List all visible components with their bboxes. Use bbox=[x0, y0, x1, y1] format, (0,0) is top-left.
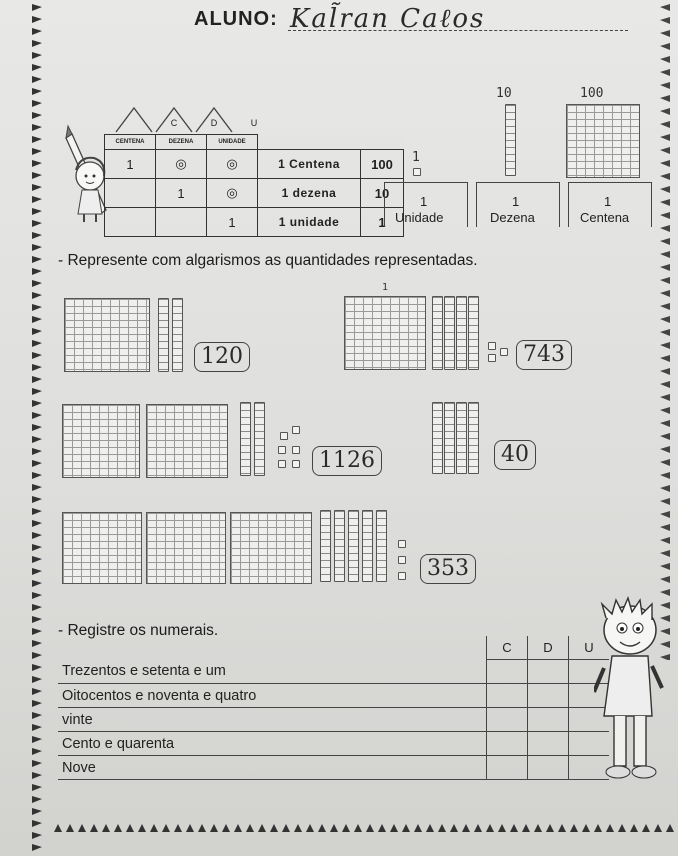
numeral-text: Oitocentos e noventa e quatro bbox=[58, 684, 487, 708]
header-centena: CENTENA bbox=[105, 135, 156, 150]
table-row bbox=[58, 708, 609, 732]
ten-rod bbox=[158, 298, 169, 372]
cell-c: 1 bbox=[105, 150, 156, 179]
ten-rod bbox=[456, 402, 467, 474]
spiral-binding-right bbox=[658, 0, 672, 660]
hundred-block bbox=[146, 512, 226, 584]
unit-count: 1 bbox=[420, 194, 428, 209]
roof-c bbox=[114, 104, 178, 138]
ten-count: 1 bbox=[512, 194, 520, 209]
roof-d bbox=[154, 104, 218, 138]
cell-d-input[interactable] bbox=[528, 732, 569, 756]
boy-character-illustration bbox=[594, 596, 666, 786]
hundred-flat-icon bbox=[566, 104, 640, 178]
ten-rod bbox=[432, 296, 443, 370]
place-value-header-row bbox=[105, 135, 404, 150]
student-label: ALUNO: bbox=[194, 8, 278, 30]
exercise2-instruction: - Registre os numerais. bbox=[58, 622, 219, 639]
unit-cube bbox=[292, 446, 300, 454]
unit-caption: Unidade bbox=[395, 210, 444, 225]
cell-d-input[interactable] bbox=[528, 660, 569, 684]
numeral-text: vinte bbox=[58, 708, 487, 732]
unit-cube bbox=[488, 354, 496, 362]
student-name-handwritten: Kal̃ran Caℓos bbox=[290, 4, 486, 34]
hundred-block bbox=[62, 404, 140, 478]
unit-cube bbox=[278, 446, 286, 454]
ten-caption: Dezena bbox=[490, 210, 535, 225]
cell-c-input[interactable] bbox=[487, 660, 528, 684]
row-value: 1 bbox=[361, 208, 404, 237]
ten-rod bbox=[432, 402, 443, 474]
numeral-text: Trezentos e setenta e um bbox=[58, 660, 487, 684]
unit-cube bbox=[398, 556, 406, 564]
numeral-text: Cento e quarenta bbox=[58, 732, 487, 756]
ten-rod bbox=[376, 510, 387, 582]
row-label: 1 Centena bbox=[258, 150, 361, 179]
cell-c-input[interactable] bbox=[487, 708, 528, 732]
cell-c bbox=[105, 179, 156, 208]
col-u: U bbox=[569, 636, 610, 660]
cell-d-input[interactable] bbox=[528, 708, 569, 732]
ten-rod bbox=[348, 510, 359, 582]
row-label: 1 unidade bbox=[258, 208, 361, 237]
unit-cube bbox=[398, 540, 406, 548]
unit-cube bbox=[398, 572, 406, 580]
exercise1-instruction: - Represente com algarismos as quantidades representadas. bbox=[58, 252, 478, 269]
bottom-border-decoration bbox=[48, 818, 678, 838]
col-c: C bbox=[487, 636, 528, 660]
unit-cube bbox=[278, 460, 286, 468]
unit-cube bbox=[292, 460, 300, 468]
ten-rod bbox=[334, 510, 345, 582]
answer-box[interactable]: 1126 bbox=[312, 446, 382, 476]
hundred-top-number: 100 bbox=[580, 86, 604, 101]
ten-rod bbox=[254, 402, 265, 476]
ten-rod bbox=[468, 402, 479, 474]
ten-rod bbox=[172, 298, 183, 372]
ten-rod bbox=[320, 510, 331, 582]
ten-rod bbox=[468, 296, 479, 370]
table-row bbox=[105, 208, 404, 237]
numerals-table bbox=[58, 636, 609, 780]
hundred-block bbox=[146, 404, 228, 478]
ten-rod bbox=[444, 296, 455, 370]
cell-d: 1 bbox=[156, 179, 207, 208]
cell-d-input[interactable] bbox=[528, 756, 569, 780]
table-row bbox=[58, 756, 609, 780]
table-row bbox=[105, 150, 404, 179]
cell-d-input[interactable] bbox=[528, 684, 569, 708]
cell-c-input[interactable] bbox=[487, 732, 528, 756]
roof-letter-d: D bbox=[210, 118, 218, 128]
ten-rod-icon bbox=[505, 104, 516, 176]
cell-u: ◎ bbox=[207, 150, 258, 179]
hundred-block bbox=[344, 296, 426, 370]
answer-box[interactable]: 743 bbox=[516, 340, 572, 370]
ten-rod bbox=[444, 402, 455, 474]
unit-cube bbox=[500, 348, 508, 356]
roof-letter-c: C bbox=[170, 118, 178, 128]
answer-box[interactable]: 353 bbox=[420, 554, 476, 584]
table-row bbox=[58, 732, 609, 756]
item-mark: 1 bbox=[382, 282, 389, 293]
cell-d bbox=[156, 208, 207, 237]
col-d: D bbox=[528, 636, 569, 660]
unit-cube-icon bbox=[413, 168, 421, 176]
cell-u: 1 bbox=[207, 208, 258, 237]
header-dezena: DEZENA bbox=[156, 135, 207, 150]
place-value-table bbox=[104, 134, 404, 237]
cell-u: ◎ bbox=[207, 179, 258, 208]
hundred-count: 1 bbox=[604, 194, 612, 209]
row-label: 1 dezena bbox=[258, 179, 361, 208]
table-row bbox=[58, 660, 609, 684]
cell-c bbox=[105, 208, 156, 237]
hundred-block bbox=[62, 512, 142, 584]
unit-cube bbox=[488, 342, 496, 350]
unit-top-mark: 1 bbox=[412, 150, 420, 165]
cell-c-input[interactable] bbox=[487, 684, 528, 708]
numeral-text: Nove bbox=[58, 756, 487, 780]
hundred-caption: Centena bbox=[580, 210, 630, 225]
ten-rod bbox=[362, 510, 373, 582]
table-row bbox=[58, 684, 609, 708]
ten-top-number: 10 bbox=[496, 86, 512, 101]
answer-box[interactable]: 40 bbox=[494, 440, 536, 470]
roof-u bbox=[194, 104, 258, 138]
numerals-header-row bbox=[58, 636, 609, 660]
table-row bbox=[105, 179, 404, 208]
cell-d: ◎ bbox=[156, 150, 207, 179]
roof-letter-u: U bbox=[250, 118, 258, 128]
row-value: 10 bbox=[361, 179, 404, 208]
ten-rod bbox=[456, 296, 467, 370]
ten-rod bbox=[240, 402, 251, 476]
answer-box[interactable]: 120 bbox=[194, 342, 250, 372]
cell-c-input[interactable] bbox=[487, 756, 528, 780]
unit-cube bbox=[280, 432, 288, 440]
spiral-binding-left bbox=[30, 0, 46, 856]
hundred-block bbox=[230, 512, 312, 584]
row-value: 100 bbox=[361, 150, 404, 179]
unit-cube bbox=[292, 426, 300, 434]
header-unidade: UNIDADE bbox=[207, 135, 258, 150]
hundred-block bbox=[64, 298, 150, 372]
